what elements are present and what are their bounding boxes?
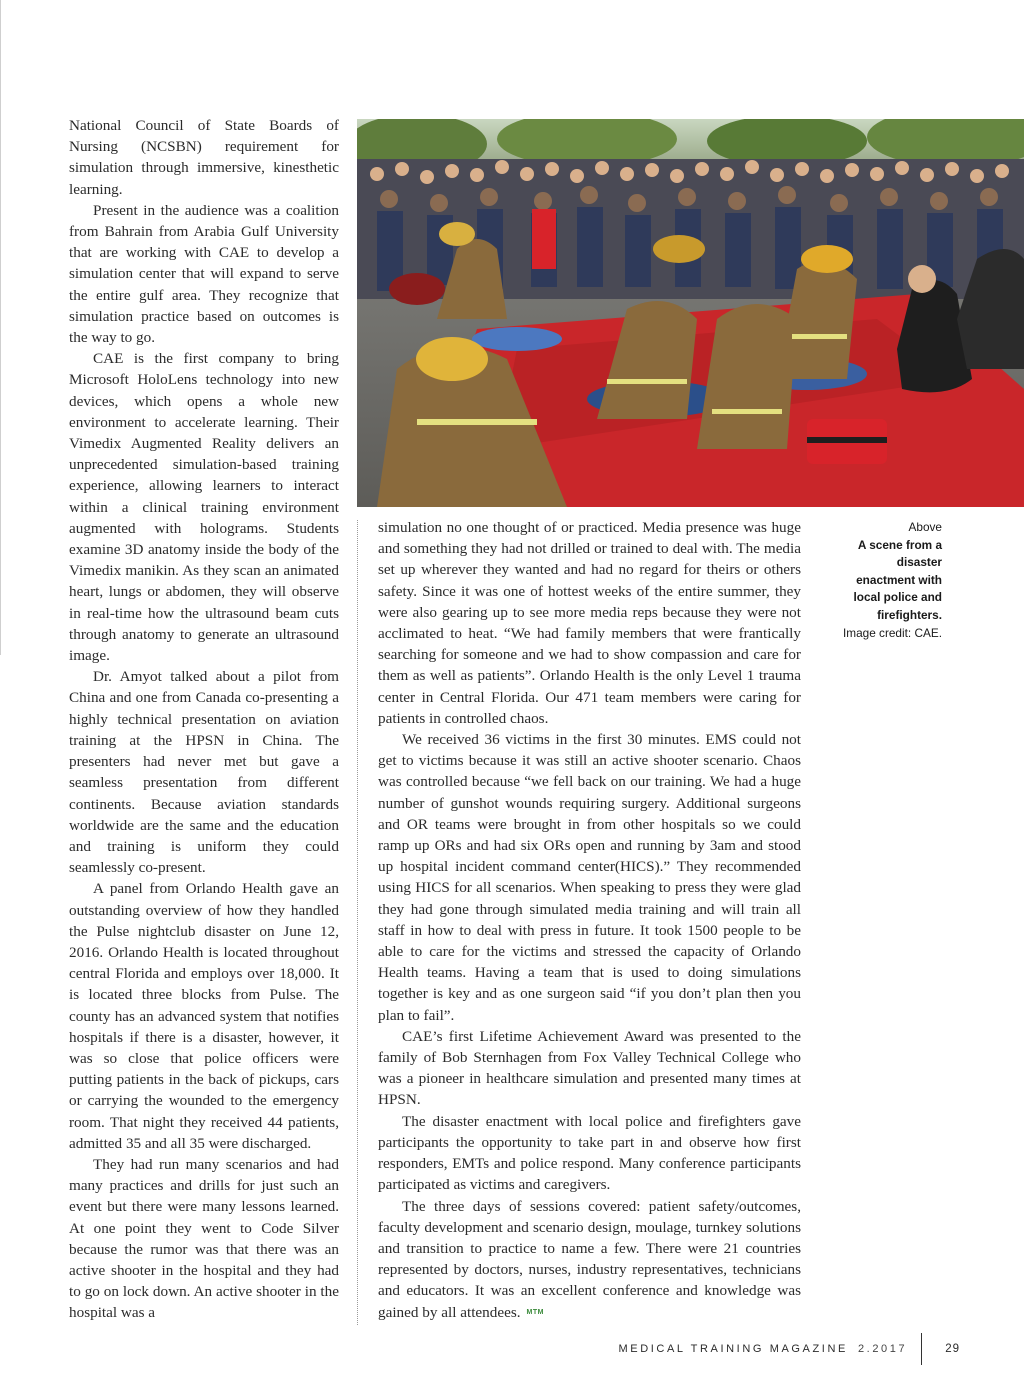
paragraph: CAE is the first company to bring Microsoft HoloLens technology into new devices, which opens a whole new environment to accelerate learning. Their Vimedix Augmented Reality delivers an unprecedented simulation-based training experience, allowing learners to interact within a clinical training environment augmented with holograms. Students examine 3D anatomy inside the body of the Vimedix manikin. As they scan an animated heart, lungs or abdomen, they will observe in real-time how the ultrasound beam cuts through anatomy to generate an ultrasound image. bbox=[69, 350, 339, 665]
photo-illustration bbox=[357, 119, 1024, 507]
footer-separator bbox=[921, 1333, 922, 1365]
paragraph: A panel from Orlando Health gave an outstanding overview of how they handled the Pulse nightclub disaster on June 12, 2016. Orlando Health is located throughout central Florida and employs over 18,000. It is located three blocks from Pulse. The county has an advanced system that notifies hospitals if there is a disaster, however, it was so close that police officers were putting patients in the back of pickups, cars or carrying the wounded to the emergency room. That night they received 44 patients, admitted 35 and all 35 were discharged. bbox=[69, 880, 339, 1152]
paragraph: simulation no one thought of or practiced. Media presence was huge and something they had not drilled or trained to deal with. The media set up wherever they wanted and had no regard for theirs or others safety. Since it was one of hottest weeks of the entire summer, they were also gearing up to see more media reps because they were not acclimated to heat. “We had family members that were frantically searching for someone and we had to show compassion and care for them as well as patients”. Orlando Health is the only Level 1 trauma center in Central Florida. Our 471 team members were caring for patients in controlled chaos. bbox=[378, 519, 801, 727]
mtm-end-mark: MTM bbox=[526, 1309, 544, 1317]
paragraph: Dr. Amyot talked about a pilot from China and one from Canada co-presenting a highly technical presentation on aviation training at the HPSN in China. The presenters had never met but gave a seamless presentation from different continents. Because aviation standards worldwide are the same and the education and training is uniform they could seamlessly co-present. bbox=[69, 668, 339, 877]
column-divider bbox=[357, 520, 358, 1325]
paragraph: The disaster enactment with local police and firefighters gave participants the opportunity to take part in and observe how first responders, EMTs and police respond. Many conference participants participated as victims and caregivers. bbox=[378, 1112, 801, 1194]
issue-number: 2.2017 bbox=[857, 1343, 908, 1355]
article-column-middle bbox=[378, 517, 801, 1324]
paragraph: CAE’s first Lifetime Achievement Award was presented to the family of Bob Sternhagen from Fox Valley Technical College who was a pioneer in healthcare simulation and presented many times at HPSN. bbox=[378, 1027, 801, 1109]
article-column-left bbox=[69, 115, 339, 1324]
caption-credit: Image credit: CAE. bbox=[842, 625, 942, 640]
publication-name: MEDICAL TRAINING MAGAZINE bbox=[618, 1343, 848, 1355]
paragraph: Present in the audience was a coalition from Bahrain from Arabia Gulf University that are working with CAE to develop a simulation center that will expand to serve the entire gulf area. They recognize that simulation practice based on outcomes is the way to go. bbox=[69, 201, 339, 347]
page-number: 29 bbox=[945, 1343, 960, 1355]
photo-caption bbox=[840, 519, 942, 642]
paragraph: The three days of sessions covered: patient safety/outcomes, faculty development and scenario design, moulage, turnkey solutions and transition to practice to name a few. There were 21 countries represented by doctors, nurses, industry representatives, technicians and educators. It was an excellent conference and knowledge was gained by all attendees. bbox=[378, 1197, 801, 1321]
paragraph-with-end-mark bbox=[378, 1196, 801, 1324]
paragraph: They had run many scenarios and had many practices and drills for just such an event but there were many lessons learned. At one point they went to Code Silver because the rumor was that there was an active shooter in the hospital and they had to go on lock down. An active shooter in the hospital was a bbox=[69, 1155, 339, 1322]
page-edge-line bbox=[0, 0, 1, 655]
paragraph: National Council of State Boards of Nursing (NCSBN) requirement for simulation through immersive, kinesthetic learning. bbox=[69, 117, 339, 198]
paragraph: We received 36 victims in the first 30 minutes. EMS could not get to victims because it was still an active shooter scenario. Chaos was controlled because “we fell back on our training. We had a huge number of gunshot wounds requiring surgery. Additional surgeons and OR teams were brought in from other hospitals so we could ramp up ORs and had six ORs open and running by 3am and stood up hospital incident command center(HICS).” They recommended using HICS for all scenarios. When speaking to press they were glad they had gone through simulated media training and will train all staff in how to deal with press in future. It took 1500 people to be able to care for the victims and stressed the capacity of Orlando Health teams. Having a team that is used to doing simulations together is key and as one surgeon said “if you don’t plan then you plan to fail”. bbox=[378, 731, 801, 1024]
disaster-enactment-photo bbox=[357, 119, 1024, 507]
page-footer bbox=[619, 1343, 960, 1355]
caption-position: Above bbox=[908, 520, 942, 534]
caption-description: A scene from a disaster enactment with local police and firefighters. bbox=[853, 537, 942, 622]
